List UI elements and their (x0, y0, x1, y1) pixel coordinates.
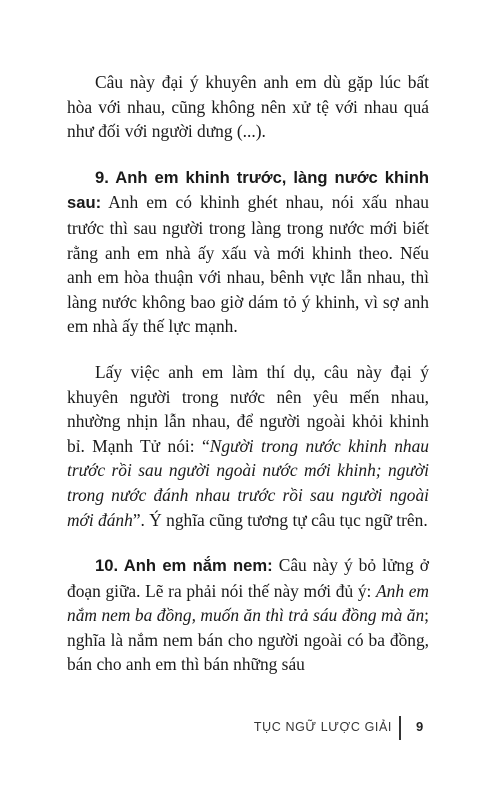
paragraph-text: Lấy việc anh em làm thí dụ, câu này đại ý khuyên người trong nước nên yêu mến nhau, nhường nhịn lẫn nhau, để người ngoài khỏi khinh bỉ. Mạnh Tử nói: “ (67, 361, 429, 456)
paragraph-example (67, 360, 429, 532)
proverb-heading: 9. Anh em khinh trước, làng nước khinh sau: (67, 167, 429, 213)
paragraph-text: ”. Ý nghĩa cũng tương tự câu tục ngữ trên. (132, 509, 428, 530)
page-body (67, 70, 429, 698)
page-number: 9 (416, 719, 424, 734)
page-footer (0, 716, 502, 742)
footer-divider (399, 716, 401, 740)
paragraph-intro (67, 70, 429, 144)
paragraph-text: Câu này đại ý khuyên anh em dù gặp lúc bất hòa với nhau, cũng không nên xử tệ với nhau quá như đối với người dưng (...). (67, 72, 429, 142)
quote-text: Người trong nước khinh nhau trước rồi sau người ngoài nước mới khinh; người trong nước đánh nhau trước rồi sau người ngoài mới đánh (67, 435, 429, 530)
running-title: TỤC NGỮ LƯỢC GIẢI (253, 720, 392, 734)
paragraph-text: Anh em có khinh ghét nhau, nói xấu nhau trước thì sau người trong làng trong nước mới biết rằng anh em nhà ấy xấu và mới khinh theo. Nếu anh em hòa thuận với nhau, bênh vực lẫn nhau, thì làng nước không bao giờ dám tỏ ý khinh, vì sợ anh em nhà ấy thế lực mạnh. (67, 192, 429, 337)
paragraph-proverb-9 (67, 165, 429, 339)
paragraph-text: Câu này ý bỏ lửng ở đoạn giữa. Lẽ ra phải nói thế này mới đủ ý: (67, 555, 429, 601)
proverb-heading: 10. Anh em nắm nem: (95, 556, 273, 576)
paragraph-text: ; nghĩa là nắm nem bán cho người ngoài có ba đồng, bán cho anh em thì bán những sáu (67, 605, 429, 675)
paragraph-proverb-10 (67, 553, 429, 677)
quote-text: Anh em nắm nem ba đồng, muốn ăn thì trả sáu đồng mà ăn (67, 580, 429, 626)
